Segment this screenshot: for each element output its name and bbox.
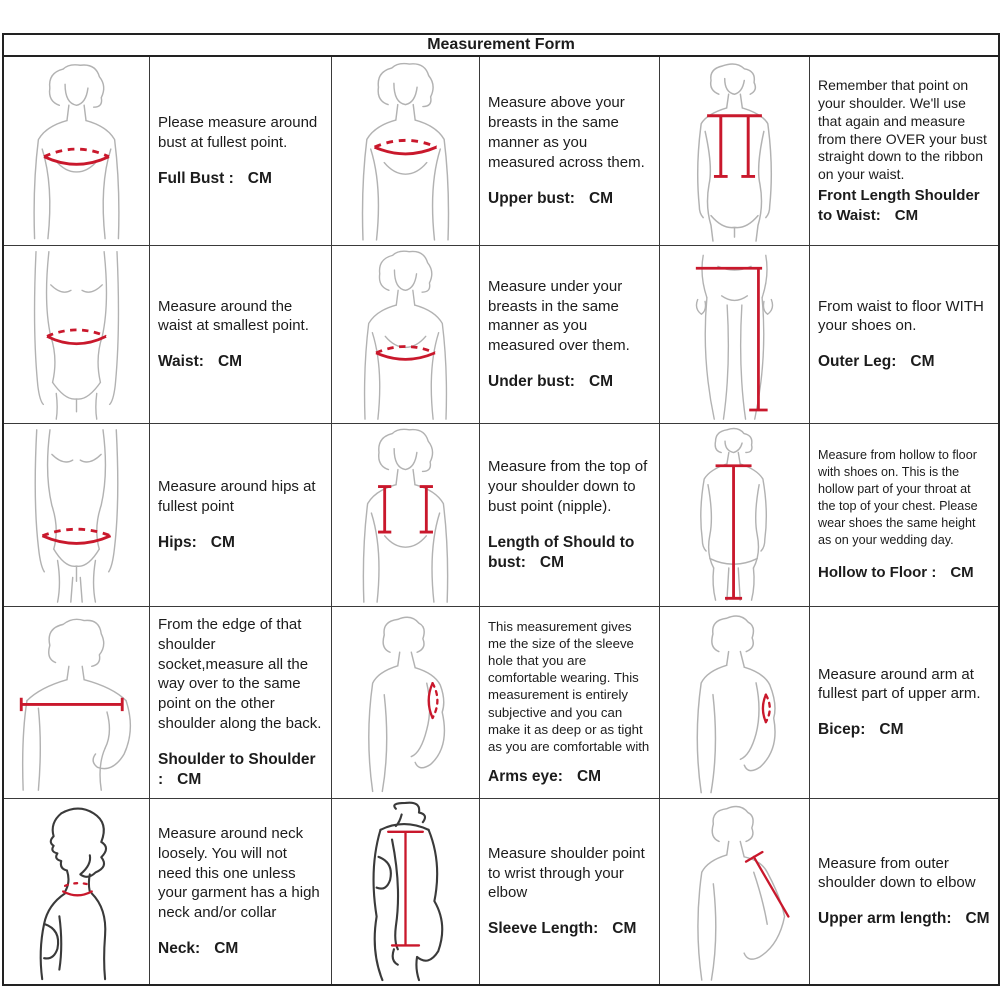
hips-illustration-icon	[6, 426, 147, 604]
measurement-label: Upper bust: CM	[488, 189, 614, 207]
measurement-description: Measure from hollow to floor with shoes on. This is the hollow part of your throat at the top of your chest. Please wear shoes the same height as on your wedding day.	[818, 448, 978, 548]
measurement-label: Upper arm length: CM	[818, 910, 990, 928]
measurement-description: Measure around hips at fullest point	[158, 478, 316, 515]
outer-leg-figure	[660, 246, 810, 424]
measurement-description: Measure around neck loosely. You will not need this one unless your garment has a high neck and/or collar	[158, 824, 320, 922]
measurement-label: Under bust: CM	[488, 373, 614, 391]
front-length-illustration-icon	[662, 59, 807, 243]
hollow-to-floor-figure	[660, 424, 810, 607]
measurement-description: From the edge of that shoulder socket,measure all the way over to the same point on the other shoulder along the back.	[158, 615, 322, 732]
measurement-label: Waist: CM	[158, 353, 243, 371]
measurement-label: Bicep: CM	[818, 721, 904, 739]
waist-illustration-icon	[6, 248, 147, 421]
measurement-description: Measure shoulder point to wrist through your elbow	[488, 844, 645, 902]
measurement-form-table	[2, 33, 1000, 986]
outer-leg-text	[810, 246, 998, 424]
measurement-description: Measure around the waist at smallest point.	[158, 297, 309, 335]
bicep-text	[810, 607, 998, 799]
measurement-label: Length of Should to bust: CM	[488, 533, 635, 571]
shoulder-to-bust-text	[480, 424, 660, 607]
measurement-label: Neck: CM	[158, 939, 239, 957]
upper-bust-figure	[332, 57, 480, 246]
full-bust-illustration-icon	[6, 59, 147, 243]
measurement-description: Measure from outer shoulder down to elbow	[818, 854, 976, 892]
measurement-description: Measure under your breasts in the same manner as you measured over them.	[488, 277, 630, 355]
under-bust-figure	[332, 246, 480, 424]
under-bust-text	[480, 246, 660, 424]
upper-arm-length-text	[810, 799, 998, 984]
full-bust-figure	[4, 57, 150, 246]
measurement-description: This measurement gives me the size of the sleeve hole that you are comfortable wearing. This measurement is entirely subjective and you can make it as deep or as tight as you are comfortable with	[488, 618, 650, 754]
hollow-to-floor-text	[810, 424, 998, 607]
arms-eye-figure	[332, 607, 480, 799]
measurement-label: Hollow to Floor : CM	[818, 564, 974, 582]
waist-figure	[4, 246, 150, 424]
measurement-label: Sleeve Length: CM	[488, 920, 637, 938]
upper-bust-illustration-icon	[334, 59, 477, 243]
measurement-label: Hips: CM	[158, 533, 235, 551]
front-length-text	[810, 57, 998, 246]
upper-arm-length-figure	[660, 799, 810, 984]
measurement-label: Arms eye: CM	[488, 768, 602, 786]
measurement-description: Measure around arm at fullest part of upper arm.	[818, 665, 981, 703]
shoulder-to-bust-figure	[332, 424, 480, 607]
neck-illustration-icon	[6, 801, 147, 982]
measurement-label: Outer Leg: CM	[818, 353, 935, 371]
arms-eye-text	[480, 607, 660, 799]
under-bust-illustration-icon	[334, 248, 477, 421]
shoulder-to-bust-illustration-icon	[334, 426, 477, 604]
bicep-illustration-icon	[662, 609, 807, 796]
hips-figure	[4, 424, 150, 607]
outer-leg-illustration-icon	[662, 248, 807, 421]
measurement-grid	[4, 57, 998, 984]
measurement-description: Please measure around bust at fullest point.	[158, 114, 318, 151]
shoulder-to-shoulder-text	[150, 607, 332, 799]
front-length-figure	[660, 57, 810, 246]
arms-eye-illustration-icon	[334, 609, 477, 796]
shoulder-to-shoulder-illustration-icon	[6, 609, 147, 796]
waist-text	[150, 246, 332, 424]
hips-text	[150, 424, 332, 607]
form-title: Measurement Form	[4, 35, 998, 57]
measurement-label: Front Length Shoulder to Waist: CM	[818, 187, 980, 224]
sleeve-length-illustration-icon	[334, 801, 477, 982]
upper-arm-length-illustration-icon	[662, 801, 807, 982]
shoulder-to-shoulder-figure	[4, 607, 150, 799]
measurement-description: Measure above your breasts in the same manner as you measured across them.	[488, 94, 645, 171]
measurement-description: Remember that point on your shoulder. We'll use that again and measure from there OVER your bust straight down to the ribbon on your waist.	[818, 76, 987, 183]
measurement-description: From waist to floor WITH your shoes on.	[818, 297, 984, 335]
bicep-figure	[660, 607, 810, 799]
sleeve-length-text	[480, 799, 660, 984]
measurement-description: Measure from the top of your shoulder down to bust point (nipple).	[488, 458, 648, 515]
hollow-to-floor-illustration-icon	[662, 426, 807, 604]
upper-bust-text	[480, 57, 660, 246]
full-bust-text	[150, 57, 332, 246]
neck-figure	[4, 799, 150, 984]
measurement-label: Full Bust : CM	[158, 169, 272, 187]
neck-text	[150, 799, 332, 984]
measurement-label: Shoulder to Shoulder : CM	[158, 750, 316, 788]
sleeve-length-figure	[332, 799, 480, 984]
